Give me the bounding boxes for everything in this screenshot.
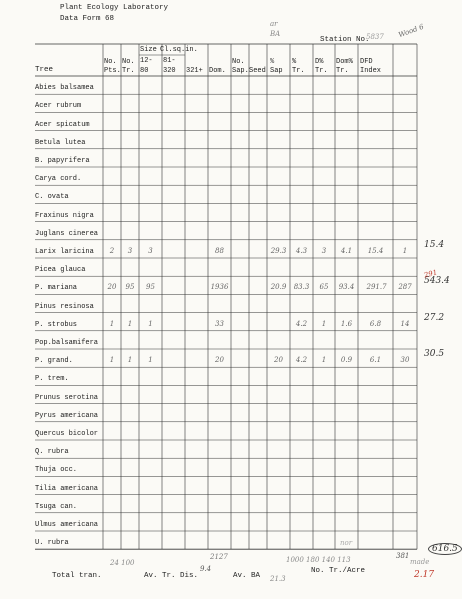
col-pct-sap-1: % (270, 58, 275, 66)
hw-total-tran: 24 100 (110, 559, 135, 567)
station-number: 5837 (366, 33, 384, 41)
hw-av-ba: 21.3 (270, 575, 286, 583)
col-size: Size (140, 46, 157, 54)
species-label: Carya cord. (35, 175, 82, 184)
species-label: P. mariana (35, 284, 78, 293)
species-label: Quercus bicolor (35, 430, 99, 438)
cell-value: 1.6 (340, 319, 353, 328)
footer-av-ba: Av. BA (233, 572, 261, 580)
species-label: Pinus resinosa (35, 302, 94, 311)
col-c1-2: 80 (140, 67, 149, 75)
cell-value: 95 (146, 283, 155, 292)
cell-value: 1 (402, 247, 408, 255)
cell-value: 88 (215, 247, 224, 255)
col-c3: 321+ (186, 67, 203, 75)
red-total-note: 2.17 (414, 570, 435, 580)
species-label: Betula lutea (35, 138, 86, 147)
cell-value: 1 (127, 319, 133, 328)
footer-total-tran: Total tran. (52, 572, 102, 580)
species-label: Q. rubra (35, 448, 69, 457)
cell-value: 4.1 (340, 247, 353, 255)
species-label: C. ovata (35, 193, 69, 202)
small-note: made (410, 558, 430, 566)
margin-total: 27.2 (424, 312, 445, 323)
species-label: Tilia americana (35, 484, 99, 493)
species-label: Tsuga can. (35, 502, 78, 511)
cell-value: 1 (148, 356, 153, 365)
col-no-pts-1: No. (104, 58, 117, 66)
cell-value: 20 (274, 356, 283, 365)
col-dom: Dom. (209, 67, 226, 75)
above-note-ar: ar (270, 20, 278, 28)
col-no-sap-2: Sap. (232, 67, 249, 75)
cell-value: 20.9 (270, 283, 287, 292)
col-no-tr-1: No. (122, 58, 135, 66)
species-label: Thuja occ. (35, 466, 78, 475)
cell-value: 291.7 (366, 283, 387, 292)
cell-value: 6.8 (369, 319, 382, 328)
cell-value: 3 (127, 247, 133, 255)
cell-value: 1 (321, 319, 327, 328)
margin-total: 30.5 (424, 349, 445, 360)
species-label: Abies balsamea (35, 84, 94, 93)
footer-no-tr-acre: No. Tr./Acre (311, 567, 366, 575)
hw-acre: 1000 180 140 113 (286, 556, 351, 564)
cell-value: 20 (215, 356, 224, 365)
col-c2-2: 320 (163, 67, 176, 75)
col-d-tr-2: Tr. (315, 67, 328, 75)
station-note: Wood 6 (397, 22, 425, 40)
col-dfd-1: DFD (360, 58, 373, 66)
species-label: Pyrus americana (35, 411, 99, 420)
species-label: P. strobus (35, 320, 78, 329)
cell-value: 6.1 (369, 356, 382, 365)
cell-value: 4.2 (295, 356, 308, 365)
cell-value: 20 (107, 283, 117, 292)
footer-av-tr-dis: Av. Tr. Dis. (144, 572, 199, 580)
species-label: B. papyrifera (35, 157, 90, 165)
hw-av-dis: 9.4 (200, 565, 212, 573)
cell-value: 0.9 (340, 356, 353, 365)
cell-value: 29.3 (270, 247, 287, 255)
cell-value: 93.4 (338, 283, 355, 292)
cell-value: 1 (321, 356, 327, 365)
col-tree: Tree (35, 66, 54, 74)
above-note-ba: BA (270, 30, 281, 38)
col-d-tr-1: D% (315, 58, 324, 66)
cell-value: 1 (109, 356, 115, 365)
cell-value: 30 (400, 356, 410, 365)
cell-value: 14 (400, 319, 410, 328)
cell-value: 1936 (210, 283, 229, 292)
cell-value: 287 (398, 283, 412, 292)
cell-value: 15.4 (367, 247, 384, 255)
species-label: Fraxinus nigra (35, 211, 94, 220)
hw-circled-total: 616.5 (428, 543, 462, 555)
cell-value: 95 (125, 283, 135, 292)
col-dom-tr-2: Tr. (336, 67, 349, 75)
col-seed: Seed (249, 67, 266, 75)
col-dom-tr-1: Dom% (336, 58, 353, 66)
cell-value: 3 (148, 247, 153, 255)
col-cl: Cl.sq.in. (160, 46, 198, 54)
cell-value: 4.3 (295, 247, 308, 255)
species-label: Picea glauca (35, 266, 86, 275)
cell-value: 33 (215, 319, 224, 328)
col-pct-tr-1: % (292, 58, 297, 66)
species-label: Prunus serotina (35, 393, 99, 402)
col-c2-1: 81- (163, 57, 176, 65)
margin-total: 543.4 (424, 276, 450, 287)
species-label: Juglans cinerea (35, 229, 99, 238)
species-label: U. rubra (35, 539, 69, 548)
col-no-sap-1: No. (232, 58, 245, 66)
col-pct-tr-2: Tr. (292, 67, 305, 75)
cell-value: 1 (109, 319, 115, 328)
species-label: Larix laricina (35, 248, 94, 256)
species-label: Acer rubrum (35, 102, 82, 111)
station-label: Station No. (320, 36, 370, 44)
species-label: P. grand. (35, 357, 73, 366)
col-no-tr-2: Tr. (122, 67, 135, 75)
margin-total: 15.4 (424, 240, 445, 250)
species-label: Pop.balsamifera (35, 339, 99, 347)
form-title: Data Form 68 (60, 15, 115, 23)
lab-title: Plant Ecology Laboratory (60, 4, 169, 12)
hw-av-dis-top: 2127 (210, 553, 228, 561)
species-label: P. trem. (35, 375, 69, 384)
col-pct-sap-2: Sap (270, 67, 283, 75)
col-dfd-2: Index (360, 67, 382, 75)
cell-value: 4.2 (295, 319, 308, 328)
cell-value: 83.3 (293, 283, 310, 292)
hw-nor: nor (340, 539, 353, 547)
cell-value: 3 (321, 247, 327, 255)
hw-sum: 381 (396, 552, 410, 560)
cell-value: 65 (319, 283, 329, 292)
species-label: Acer spicatum (35, 120, 90, 129)
col-c1-1: 12- (140, 57, 153, 65)
species-label: Ulmus americana (35, 521, 99, 529)
red-margin-note: 291 (423, 268, 439, 280)
col-no-pts-2: Pts. (104, 67, 121, 75)
cell-value: 1 (148, 319, 153, 328)
cell-value: 1 (127, 356, 133, 365)
cell-value: 2 (109, 247, 115, 255)
